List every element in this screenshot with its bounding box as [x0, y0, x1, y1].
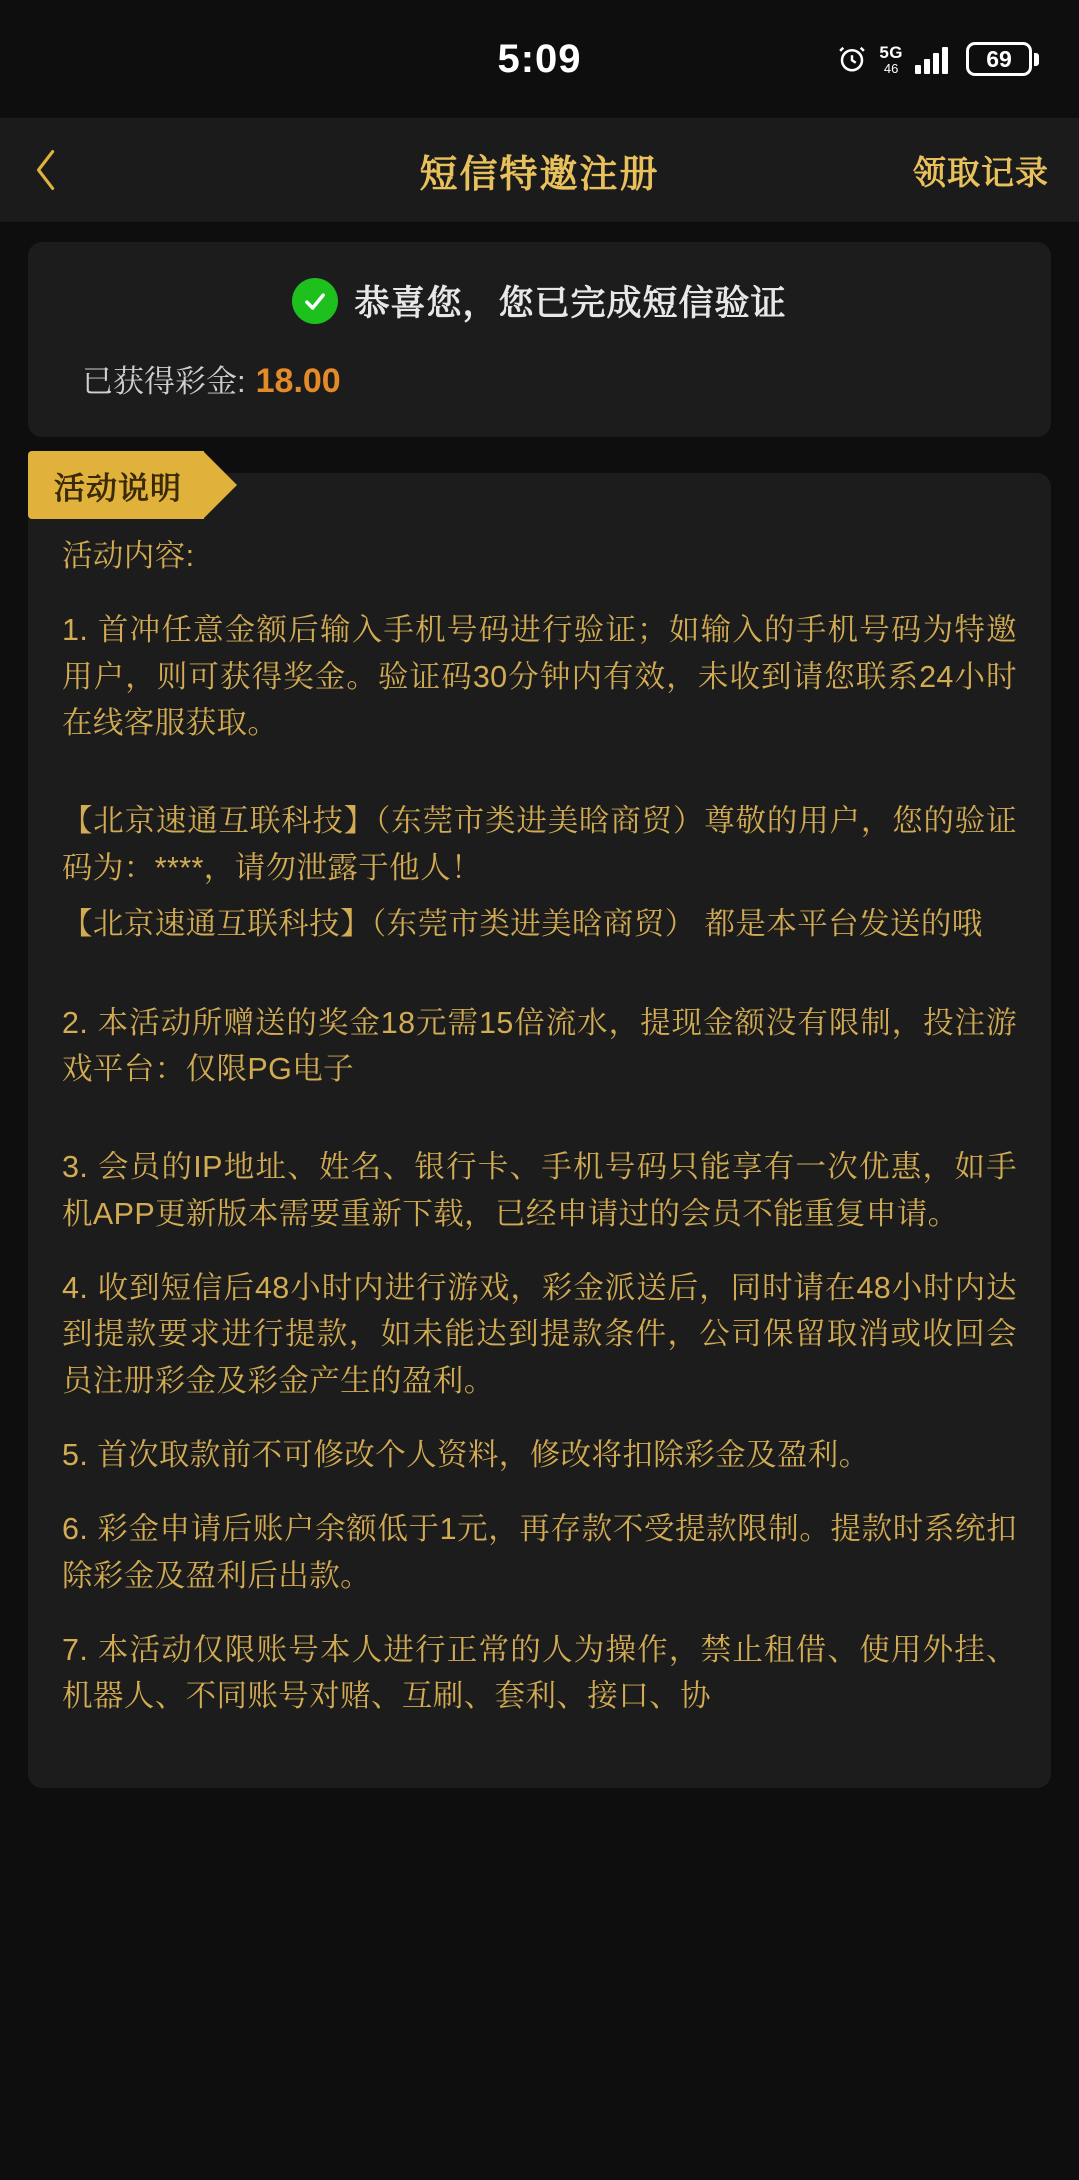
- activity-rules-ribbon-label: 活动说明: [54, 470, 182, 506]
- status-bar-right: [837, 42, 1039, 76]
- bonus-amount-row: [58, 356, 1021, 401]
- verification-status-card: [28, 242, 1051, 437]
- signal-bars-icon: [915, 44, 948, 74]
- rules-paragraph: 7. 本活动仅限账号本人进行正常的人为操作，禁止租借、使用外挂、机器人、不同账号对赌、互刷、套利、接口、协: [62, 1633, 1017, 1714]
- activity-rules-body: [62, 533, 1017, 1720]
- claim-records-button[interactable]: 领取记录: [913, 153, 1049, 191]
- battery-cap: [1034, 53, 1039, 66]
- network-type-indicator: 5G 46: [879, 42, 903, 76]
- page-title: 短信特邀注册: [419, 153, 660, 196]
- back-button[interactable]: [30, 135, 90, 205]
- activity-rules-ribbon: [28, 451, 204, 519]
- page-content: [0, 222, 1079, 1788]
- bonus-amount-value: 18.00: [255, 362, 341, 400]
- rules-paragraph: 1. 首冲任意金额后输入手机号码进行验证；如输入的手机号码为特邀用户，则可获得奖金。验证码30分钟内有效，未收到请您联系24小时在线客服获取。: [62, 613, 1017, 741]
- rules-paragraph: 【北京速通互联科技】（东莞市类进美晗商贸）尊敬的用户，您的验证码为：****，请勿泄露于他人！: [62, 804, 1017, 885]
- rules-paragraph: 5. 首次取款前不可修改个人资料，修改将扣除彩金及盈利。: [62, 1438, 870, 1473]
- rules-paragraph: 6. 彩金申请后账户余额低于1元，再存款不受提款限制。提款时系统扣除彩金及盈利后出款。: [62, 1512, 1017, 1593]
- status-bar: [0, 0, 1079, 118]
- alarm-clock-icon: [837, 44, 867, 74]
- rules-paragraph: 【北京速通互联科技】（东莞市类进美晗商贸） 都是本平台发送的哦: [62, 907, 983, 942]
- battery-level-label: 69: [986, 45, 1012, 72]
- status-bar-clock: 5:09: [497, 36, 582, 81]
- rules-paragraph: 4. 收到短信后48小时内进行游戏，彩金派送后，同时请在48小时内达到提款要求进行提款，如未能达到提款条件，公司保留取消或收回会员注册彩金及彩金产生的盈利。: [62, 1270, 1017, 1398]
- check-circle-icon: [292, 278, 338, 324]
- battery-indicator: [966, 42, 1039, 76]
- rules-paragraph: 3. 会员的IP地址、姓名、银行卡、手机号码只能享有一次优惠，如手机APP更新版本需要重新下载，已经申请过的会员不能重复申请。: [62, 1150, 1017, 1231]
- chevron-left-icon: [30, 144, 64, 196]
- verification-status-line: [58, 276, 1021, 326]
- activity-rules-card: [28, 470, 1051, 1788]
- app-bar: [0, 118, 1079, 222]
- rules-paragraph: 2. 本活动所赠送的奖金18元需15倍流水，提现金额没有限制，投注游戏平台：仅限PG电子: [62, 1005, 1017, 1086]
- bonus-amount-label: 已获得彩金:: [82, 364, 246, 399]
- verification-status-text: 恭喜您，您已完成短信验证: [354, 284, 787, 323]
- rules-paragraph: 活动内容:: [62, 539, 195, 573]
